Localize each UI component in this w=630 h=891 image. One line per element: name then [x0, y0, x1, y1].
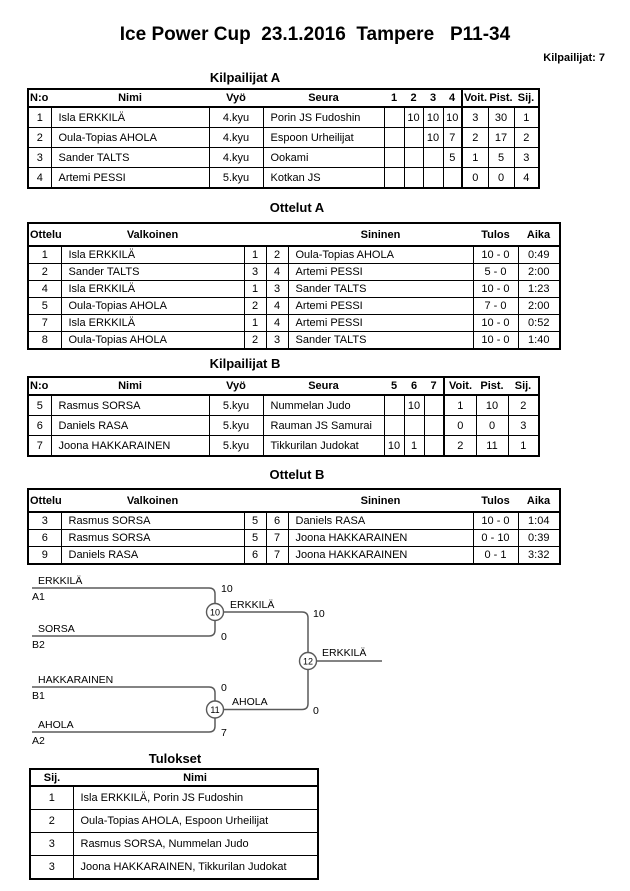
match-number: 10 [209, 607, 221, 618]
cell-score [424, 436, 444, 457]
cell-white: Isla ERKKILÄ [61, 246, 244, 264]
cell-score [423, 148, 443, 168]
col-seura: Seura [263, 89, 384, 107]
header-row [28, 223, 560, 246]
table-row [28, 395, 539, 416]
cell-blue: Artemi PESSI [288, 298, 473, 315]
cell-white: Oula-Topias AHOLA [61, 332, 244, 350]
cell-blue: Sander TALTS [288, 281, 473, 298]
cell-white: Rasmus SORSA [61, 530, 244, 547]
bracket-score: 0 [313, 705, 319, 717]
table-row [30, 856, 318, 880]
cell-match-no: 1 [28, 246, 61, 264]
cell-result: 10 - 0 [473, 332, 518, 350]
cell-time: 2:00 [518, 264, 560, 281]
cell-name: Joona HAKKARAINEN, Tikkurilan Judokat [73, 856, 318, 880]
cell-score [424, 395, 444, 416]
header-row [28, 489, 560, 512]
kilpailijat-b-table [27, 376, 540, 457]
col-2: 2 [404, 89, 423, 107]
cell-white-no: 2 [244, 332, 266, 350]
col-voit: Voit. [444, 377, 476, 395]
tulokset-table [29, 768, 319, 880]
cell-blue-no: 4 [266, 298, 288, 315]
cell-blue-no: 2 [266, 246, 288, 264]
table-row [30, 786, 318, 810]
col-sij: Sij. [508, 377, 539, 395]
cell-score: 10 [384, 436, 404, 457]
cell-match-no: 2 [28, 264, 61, 281]
cell-pist: 17 [488, 128, 514, 148]
cell-blue: Artemi PESSI [288, 264, 473, 281]
section-title-tulokset: Tulokset [148, 751, 202, 766]
cell-score: 10 [423, 128, 443, 148]
cell-vyo: 5.kyu [209, 416, 263, 436]
cell-blue: Joona HAKKARAINEN [288, 530, 473, 547]
cell-name: Isla ERKKILÄ, Porin JS Fudoshin [73, 786, 318, 810]
cell-seura: Ookami [263, 148, 384, 168]
cell-score: 5 [443, 148, 462, 168]
cell-score [404, 128, 423, 148]
cell-seura: Kotkan JS [263, 168, 384, 189]
cell-blue-no: 6 [266, 512, 288, 530]
table-row [28, 416, 539, 436]
match-number: 12 [302, 656, 314, 667]
cell-vyo: 4.kyu [209, 148, 263, 168]
table-row [28, 512, 560, 530]
bracket-score: 10 [221, 583, 233, 595]
cell-voit: 2 [444, 436, 476, 457]
cell-seura: Nummelan Judo [263, 395, 384, 416]
cell-no: 5 [28, 395, 51, 416]
cell-result: 10 - 0 [473, 315, 518, 332]
cell-seura: Rauman JS Samurai [263, 416, 384, 436]
cell-match-no: 4 [28, 281, 61, 298]
header-row [28, 89, 539, 107]
cell-score: 7 [443, 128, 462, 148]
cell-blue: Oula-Topias AHOLA [288, 246, 473, 264]
cell-score [423, 168, 443, 189]
cell-white: Isla ERKKILÄ [61, 315, 244, 332]
table-row [28, 315, 560, 332]
bracket-score: 0 [221, 682, 227, 694]
cell-nimi: Daniels RASA [51, 416, 209, 436]
cell-pist: 5 [488, 148, 514, 168]
col-tulos: Tulos [473, 223, 518, 246]
cell-score: 10 [443, 107, 462, 128]
table-row [30, 833, 318, 856]
cell-result: 10 - 0 [473, 246, 518, 264]
cell-match-no: 3 [28, 512, 61, 530]
cell-match-no: 7 [28, 315, 61, 332]
col-1: 1 [384, 89, 404, 107]
cell-time: 1:23 [518, 281, 560, 298]
cell-score [424, 416, 444, 436]
cell-rank: 2 [30, 810, 73, 833]
table-row [28, 128, 539, 148]
bracket-winner-name: ERKKILÄ [230, 599, 275, 611]
cell-voit: 2 [462, 128, 488, 148]
cell-white: Daniels RASA [61, 547, 244, 565]
cell-white: Oula-Topias AHOLA [61, 298, 244, 315]
cell-voit: 1 [462, 148, 488, 168]
cell-name: Oula-Topias AHOLA, Espoon Urheilijat [73, 810, 318, 833]
cell-vyo: 5.kyu [209, 436, 263, 457]
cell-seura: Tikkurilan Judokat [263, 436, 384, 457]
cell-result: 10 - 0 [473, 512, 518, 530]
cell-blue: Joona HAKKARAINEN [288, 547, 473, 565]
cell-blue-no: 4 [266, 315, 288, 332]
col-sij: Sij. [30, 769, 73, 786]
bracket-player-name: AHOLA [38, 719, 74, 731]
bracket-score: 10 [313, 608, 325, 620]
finals-bracket [0, 565, 630, 760]
cell-sij: 1 [514, 107, 539, 128]
cell-blue: Artemi PESSI [288, 315, 473, 332]
cell-blue-no: 7 [266, 530, 288, 547]
cell-vyo: 4.kyu [209, 107, 263, 128]
cell-score [443, 168, 462, 189]
table-row [28, 436, 539, 457]
table-row [30, 810, 318, 833]
cell-time: 1:04 [518, 512, 560, 530]
cell-white-no: 1 [244, 315, 266, 332]
table-row [28, 107, 539, 128]
col-nimi: Nimi [73, 769, 318, 786]
col-voit: Voit. [462, 89, 488, 107]
cell-voit: 0 [444, 416, 476, 436]
cell-match-no: 9 [28, 547, 61, 565]
bracket-seed-label: A2 [32, 735, 45, 747]
cell-score [404, 148, 423, 168]
cell-blue: Sander TALTS [288, 332, 473, 350]
cell-seura: Espoon Urheilijat [263, 128, 384, 148]
cell-score [384, 416, 404, 436]
col-sininen: Sininen [288, 489, 473, 512]
cell-voit: 3 [462, 107, 488, 128]
cell-nimi: Artemi PESSI [51, 168, 209, 189]
col-pair [266, 223, 288, 246]
cell-sij: 3 [514, 148, 539, 168]
cell-score: 10 [404, 107, 423, 128]
cell-result: 0 - 10 [473, 530, 518, 547]
cell-rank: 3 [30, 856, 73, 880]
cell-match-no: 5 [28, 298, 61, 315]
col-vyo: Vyö [209, 89, 263, 107]
cell-voit: 0 [462, 168, 488, 189]
cell-score [404, 416, 424, 436]
cell-match-no: 8 [28, 332, 61, 350]
col-nimi: Nimi [51, 377, 209, 395]
bracket-score: 0 [221, 631, 227, 643]
cell-sij: 2 [508, 395, 539, 416]
cell-pist: 11 [476, 436, 508, 457]
cell-sij: 2 [514, 128, 539, 148]
cell-vyo: 5.kyu [209, 395, 263, 416]
section-title-kilpailijat-a: Kilpailijat A [209, 70, 281, 85]
section-title-ottelut-b: Ottelut B [269, 467, 325, 482]
col-valkoinen: Valkoinen [61, 489, 244, 512]
cell-nimi: Oula-Topias AHOLA [51, 128, 209, 148]
cell-white-no: 5 [244, 512, 266, 530]
col-pair [244, 489, 266, 512]
cell-blue-no: 3 [266, 281, 288, 298]
table-row [28, 281, 560, 298]
ottelut-a-table [27, 222, 561, 350]
cell-score [384, 395, 404, 416]
competitors-count: Kilpailijat: 7 [543, 52, 605, 64]
col-5: 5 [384, 377, 404, 395]
cell-score: 10 [404, 395, 424, 416]
table-row [28, 264, 560, 281]
col-aika: Aika [518, 489, 560, 512]
ottelut-b-table [27, 488, 561, 565]
cell-no: 2 [28, 128, 51, 148]
bracket-seed-label: A1 [32, 591, 45, 603]
match-number: 11 [210, 705, 220, 715]
col-pist: Pist. [488, 89, 514, 107]
cell-rank: 1 [30, 786, 73, 810]
section-title-kilpailijat-b: Kilpailijat B [209, 356, 281, 371]
col-4: 4 [443, 89, 462, 107]
cell-vyo: 4.kyu [209, 128, 263, 148]
cell-time: 3:32 [518, 547, 560, 565]
cell-score: 1 [404, 436, 424, 457]
cell-white: Isla ERKKILÄ [61, 281, 244, 298]
cell-white-no: 1 [244, 281, 266, 298]
cell-no: 7 [28, 436, 51, 457]
col-tulos: Tulos [473, 489, 518, 512]
bracket-line-final [224, 612, 309, 710]
col-sininen: Sininen [288, 223, 473, 246]
col-sij: Sij. [514, 89, 539, 107]
cell-voit: 1 [444, 395, 476, 416]
bracket-player-name: SORSA [38, 623, 75, 635]
table-row [28, 530, 560, 547]
col-pair [244, 223, 266, 246]
col-aika: Aika [518, 223, 560, 246]
table-row [28, 246, 560, 264]
table-row [28, 332, 560, 350]
page-title: Ice Power Cup 23.1.2016 Tampere P11-34 [119, 24, 511, 45]
cell-no: 6 [28, 416, 51, 436]
cell-no: 1 [28, 107, 51, 128]
col-nimi: Nimi [51, 89, 209, 107]
cell-time: 0:39 [518, 530, 560, 547]
bracket-score: 7 [221, 727, 227, 739]
cell-no: 3 [28, 148, 51, 168]
cell-white-no: 3 [244, 264, 266, 281]
table-row [28, 547, 560, 565]
cell-blue: Daniels RASA [288, 512, 473, 530]
cell-blue-no: 7 [266, 547, 288, 565]
col-pair [266, 489, 288, 512]
cell-result: 0 - 1 [473, 547, 518, 565]
col-no: N:o [28, 377, 51, 395]
table-row [28, 148, 539, 168]
bracket-player-name: HAKKARAINEN [38, 674, 114, 686]
bracket-player-name: ERKKILÄ [38, 575, 83, 587]
cell-score: 10 [423, 107, 443, 128]
cell-name: Rasmus SORSA, Nummelan Judo [73, 833, 318, 856]
cell-pist: 30 [488, 107, 514, 128]
cell-no: 4 [28, 168, 51, 189]
cell-score [384, 148, 404, 168]
cell-sij: 1 [508, 436, 539, 457]
cell-nimi: Rasmus SORSA [51, 395, 209, 416]
kilpailijat-a-table [27, 88, 540, 189]
cell-sij: 3 [508, 416, 539, 436]
col-pist: Pist. [476, 377, 508, 395]
bracket-winner-name: AHOLA [232, 696, 268, 708]
cell-time: 2:00 [518, 298, 560, 315]
cell-time: 0:49 [518, 246, 560, 264]
table-row [28, 298, 560, 315]
cell-nimi: Joona HAKKARAINEN [51, 436, 209, 457]
cell-white-no: 1 [244, 246, 266, 264]
cell-result: 7 - 0 [473, 298, 518, 315]
header-row [30, 769, 318, 786]
cell-white-no: 5 [244, 530, 266, 547]
cell-score [404, 168, 423, 189]
col-6: 6 [404, 377, 424, 395]
col-no: N:o [28, 89, 51, 107]
col-vyo: Vyö [209, 377, 263, 395]
col-valkoinen: Valkoinen [61, 223, 244, 246]
col-ottelu: Ottelu [28, 489, 61, 512]
bracket-seed-label: B2 [32, 639, 45, 651]
cell-white: Rasmus SORSA [61, 512, 244, 530]
cell-score [384, 107, 404, 128]
cell-white: Sander TALTS [61, 264, 244, 281]
cell-nimi: Sander TALTS [51, 148, 209, 168]
cell-nimi: Isla ERKKILÄ [51, 107, 209, 128]
cell-pist: 0 [476, 416, 508, 436]
col-7: 7 [424, 377, 444, 395]
bracket-champion-name: ERKKILÄ [322, 647, 367, 659]
cell-match-no: 6 [28, 530, 61, 547]
cell-time: 0:52 [518, 315, 560, 332]
cell-score [384, 128, 404, 148]
cell-blue-no: 3 [266, 332, 288, 350]
cell-time: 1:40 [518, 332, 560, 350]
cell-blue-no: 4 [266, 264, 288, 281]
cell-sij: 4 [514, 168, 539, 189]
section-title-ottelut-a: Ottelut A [269, 200, 325, 215]
col-ottelu: Ottelu [28, 223, 61, 246]
cell-result: 10 - 0 [473, 281, 518, 298]
cell-result: 5 - 0 [473, 264, 518, 281]
cell-vyo: 5.kyu [209, 168, 263, 189]
cell-pist: 10 [476, 395, 508, 416]
bracket-seed-label: B1 [32, 690, 45, 702]
cell-pist: 0 [488, 168, 514, 189]
cell-score [384, 168, 404, 189]
cell-rank: 3 [30, 833, 73, 856]
header-row [28, 377, 539, 395]
col-3: 3 [423, 89, 443, 107]
cell-white-no: 2 [244, 298, 266, 315]
table-row [28, 168, 539, 189]
col-seura: Seura [263, 377, 384, 395]
cell-seura: Porin JS Fudoshin [263, 107, 384, 128]
cell-white-no: 6 [244, 547, 266, 565]
